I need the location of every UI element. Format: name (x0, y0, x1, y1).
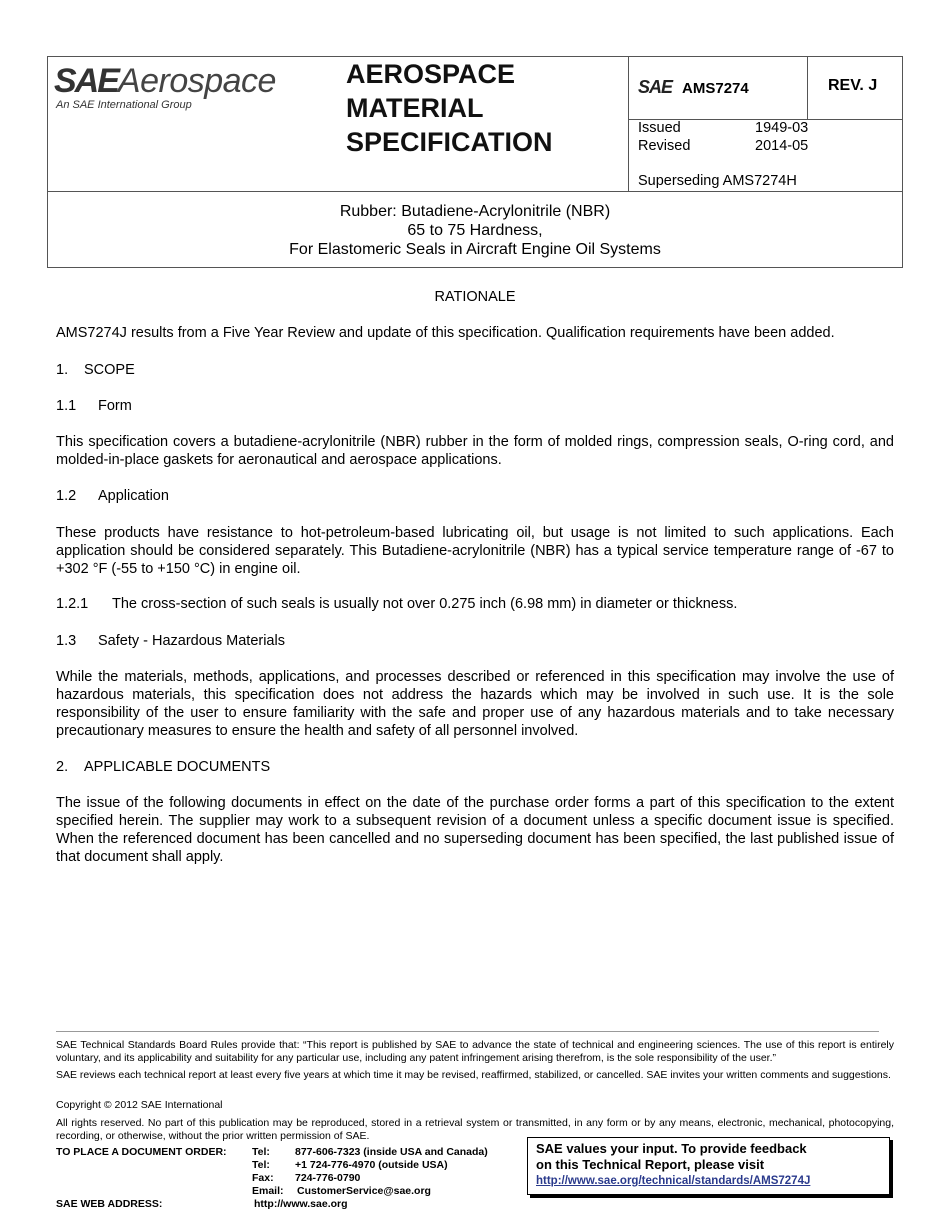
section-text: The cross-section of such seals is usually not over 0.275 inch (6.98 mm) in diameter or thickness. (112, 596, 738, 612)
order-label: TO PLACE A DOCUMENT ORDER: (56, 1146, 227, 1158)
superseding-note: Superseding AMS7274H (638, 173, 797, 189)
section-title: Application (98, 488, 169, 504)
footer-rights-text: All rights reserved. No part of this publication may be reproduced, stored in a retrieval system or transmitted, in any form or by any means, electronic, mechanical, photocopying, recording, or otherwise, without the prior written permission of SAE. (56, 1117, 894, 1142)
section-number: 2. (56, 759, 69, 775)
footer-rules-text: SAE Technical Standards Board Rules provide that: “This report is published by SAE to advance the state of technical and engineering sciences. The use of this report is entirely voluntary, and its applicability and suitability for any particular use, including any patent infringement arising therefrom, is the sole responsibility of the user.” (56, 1039, 894, 1064)
feedback-line: SAE values your input. To provide feedback (536, 1141, 807, 1156)
revised-value: 2014-05 (755, 138, 809, 154)
section-1-3-heading (56, 632, 894, 650)
document-number-value: AMS7274 (682, 80, 749, 97)
section-1-3-text: While the materials, methods, applications, and processes described or referenced in this specification may involve the use of hazardous materials, this specification does not address the hazards which may be involved in such use. It is the sole responsibility of the user to ensure familiarity with the safe and proper use of any hazardous materials and to take necessary precautionary measures to ensure the health and safety of all personnel involved. (56, 669, 894, 739)
logo-subtitle: An SAE International Group (56, 99, 192, 111)
section-title: APPLICABLE DOCUMENTS (84, 759, 271, 775)
logo-brand-sae: SAE (54, 62, 118, 100)
section-1-1-text: This specification covers a butadiene-acrylonitrile (NBR) rubber in the form of molded rings, compression seals, O-ring cord, and molded-in-place gaskets for aeronautical and aerospace applications. (56, 434, 894, 468)
section-number: 1. (56, 362, 69, 378)
rationale-text: AMS7274J results from a Five Year Review and update of this specification. Qualification requirements have been added. (56, 325, 835, 341)
section-number: 1.2 (56, 488, 77, 504)
section-title: Safety - Hazardous Materials (98, 633, 285, 649)
fax-label: Fax: (252, 1172, 274, 1184)
footer-copyright: Copyright © 2012 SAE International (56, 1099, 223, 1111)
fax-value: 724-776-0790 (295, 1172, 361, 1184)
doc-type-line: SPECIFICATION (346, 127, 553, 157)
header-box (47, 56, 903, 268)
title-line: 65 to 75 Hardness, (407, 222, 543, 239)
doc-type-line: AEROSPACE (346, 59, 516, 89)
title-line: Rubber: Butadiene-Acrylonitrile (NBR) (339, 203, 611, 220)
section-2-heading (56, 758, 894, 776)
section-number: 1.1 (56, 398, 77, 414)
section-1-1-heading (56, 397, 894, 415)
web-label: SAE WEB ADDRESS: (56, 1198, 163, 1210)
tel1-label: Tel: (252, 1146, 270, 1158)
document-type-title (346, 57, 626, 159)
feedback-link[interactable]: http://www.sae.org/technical/standards/AMS7274J (536, 1175, 811, 1187)
issued-value: 1949-03 (755, 120, 809, 136)
header-divider (48, 191, 902, 192)
section-1-heading (56, 361, 894, 379)
footer-divider (56, 1031, 879, 1032)
issued-label: Issued (638, 120, 681, 136)
sae-mini-logo: SAE (638, 77, 673, 97)
section-title: SCOPE (84, 362, 135, 378)
section-1-2-heading (56, 487, 894, 505)
doc-type-line: MATERIAL (346, 93, 484, 123)
section-title: Form (98, 398, 132, 414)
sae-aerospace-logo (54, 63, 314, 115)
tel2-value[interactable]: +1 724-776-4970 (outside USA) (295, 1159, 448, 1171)
section-number: 1.3 (56, 633, 77, 649)
title-line: For Elastomeric Seals in Aircraft Engine Oil Systems (289, 241, 661, 258)
feedback-line: on this Technical Report, please visit (536, 1157, 765, 1172)
tel1-value[interactable]: 877-606-7323 (inside USA and Canada) (295, 1146, 488, 1158)
web-link[interactable]: http://www.sae.org (254, 1198, 348, 1210)
revision-label: REV. J (828, 77, 878, 94)
tel2-label: Tel: (252, 1159, 270, 1171)
section-2-text: The issue of the following documents in effect on the date of the purchase order forms a part of this specification to the extent specified herein. The supplier may work to a subsequent revision of a document unless a specific document issue is specified. When the referenced document has been cancelled and no superseding document has been specified, the last published issue of that document shall apply. (56, 795, 894, 865)
rationale-heading: RATIONALE (434, 289, 516, 305)
specification-title (48, 202, 902, 259)
logo-brand-aerospace: Aerospace (117, 62, 276, 100)
header-divider (628, 57, 629, 191)
feedback-box (527, 1137, 890, 1195)
section-1-2-text: These products have resistance to hot-petroleum-based lubricating oil, but usage is not limited to such applications. Each application should be considered separately. This Butadiene-acrylonitrile (NBR) has a typical service temperature range of -67 to +302 °F (-55 to +150 °C) in engine oil. (56, 525, 894, 577)
footer-review-text: SAE reviews each technical report at least every five years at which time it may be revised, reaffirmed, stabilized, or cancelled. SAE invites your written comments and suggestions. (56, 1069, 891, 1081)
document-number (638, 77, 749, 98)
section-number: 1.2.1 (56, 596, 89, 612)
revised-label: Revised (638, 138, 691, 154)
email-link[interactable]: CustomerService@sae.org (297, 1185, 431, 1197)
email-label: Email: (252, 1185, 284, 1197)
section-1-2-1-paragraph (56, 595, 894, 613)
header-divider (807, 57, 808, 119)
